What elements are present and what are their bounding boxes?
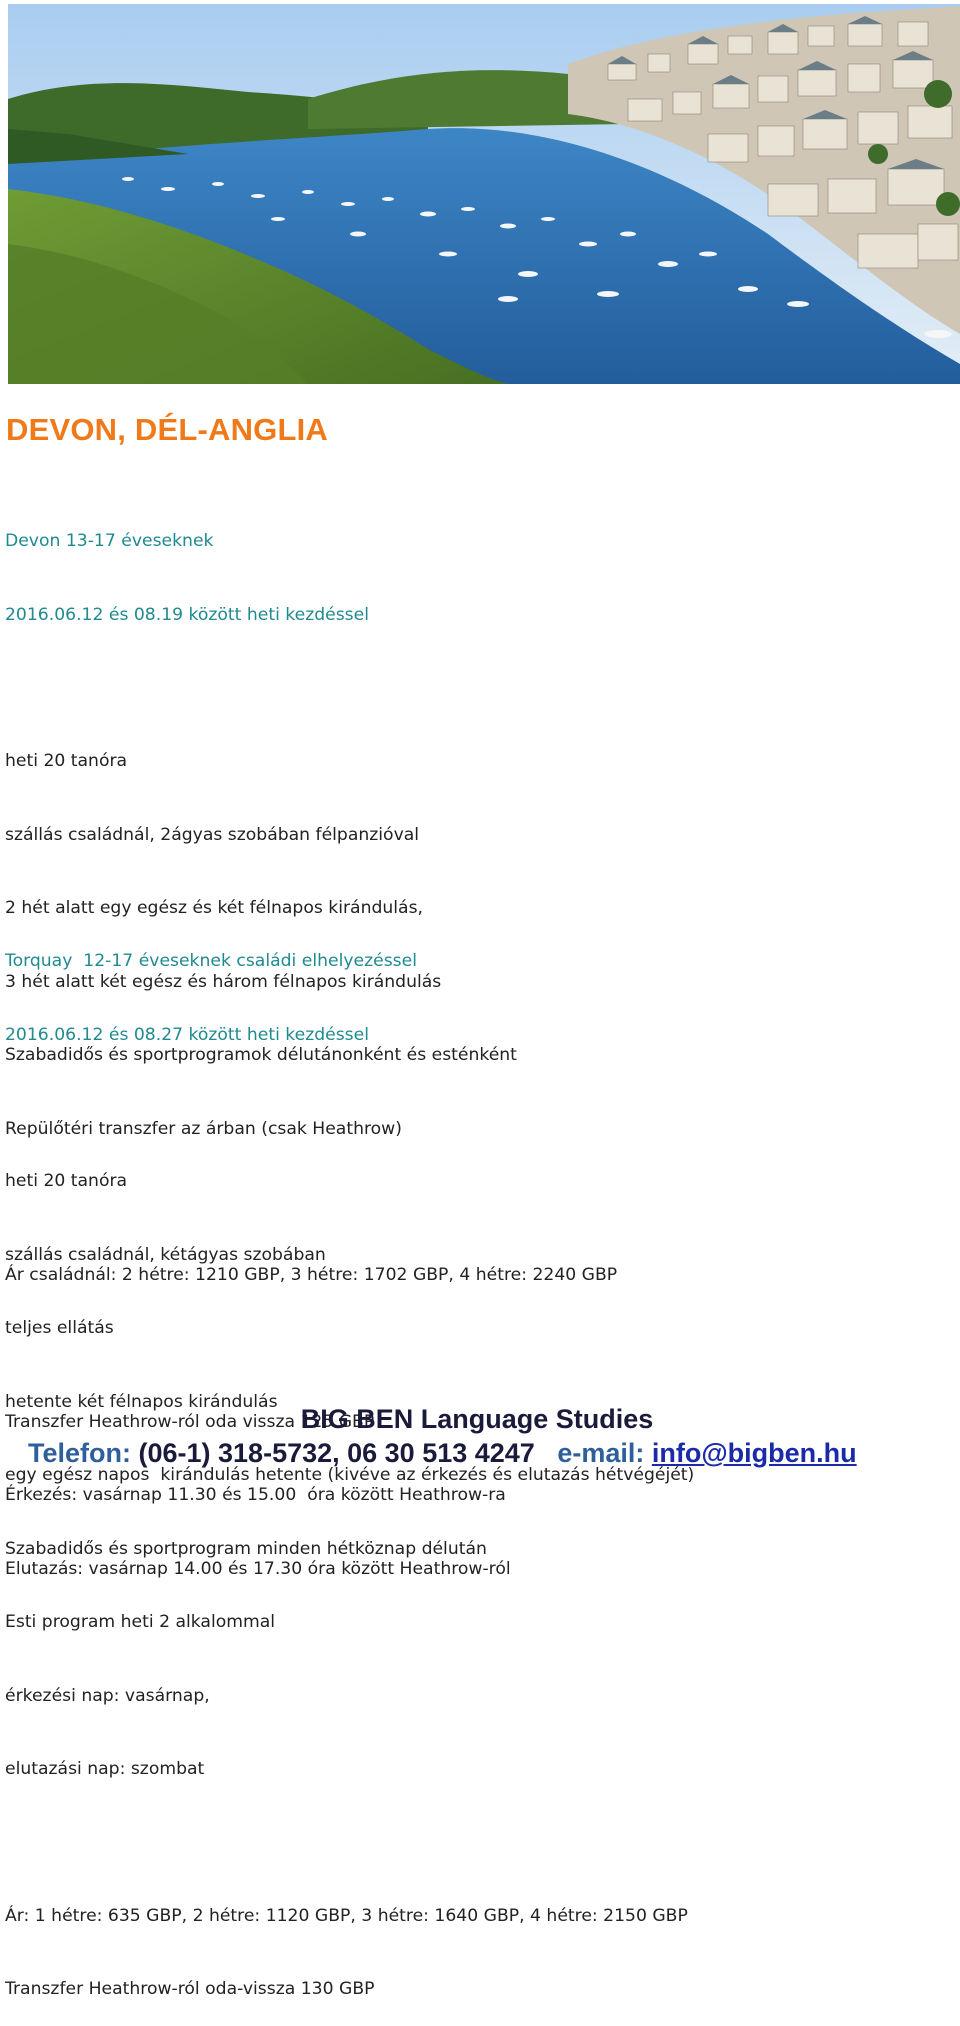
- email-link[interactable]: info@bigben.hu: [651, 1438, 857, 1468]
- email-label: e-mail:: [557, 1438, 652, 1468]
- torquay-item: szállás családnál, kétágyas szobában: [5, 1244, 326, 1265]
- devon-transfer: Transzfer Heathrow-ról oda vissza 125 GBP: [5, 1411, 375, 1432]
- torquay-item: egy egész napos kirándulás hetente (kivéve az érkezés és elutazás hétvégéjét): [5, 1465, 695, 1485]
- devon-item: szállás családnál, 2ágyas szobában félpanzióval: [5, 824, 420, 845]
- torquay-heading: Torquay 12-17 éveseknek családi elhelyezéssel: [5, 951, 417, 971]
- devon-item: Szabadidős és sportprogramok délutánonként és esténként: [5, 1045, 517, 1065]
- devon-item: 2 hét alatt egy egész és két félnapos kirándulás,: [5, 898, 423, 918]
- devon-heading: Devon 13-17 éveseknek: [5, 531, 214, 551]
- torquay-item: hetente két félnapos kirándulás: [5, 1391, 278, 1412]
- devon-item: 3 hét alatt két egész és három félnapos kirándulás: [5, 971, 442, 992]
- devon-departure: Elutazás: vasárnap 14.00 és 17.30 óra között Heathrow-ról: [5, 1558, 511, 1579]
- contact-line: [28, 1438, 857, 1469]
- torquay-item: elutazási nap: szombat: [5, 1759, 205, 1779]
- devon-price: Ár családnál: 2 hétre: 1210 GBP, 3 hétre: 1702 GBP, 4 hétre: 2240 GBP: [5, 1265, 618, 1285]
- torquay-item: heti 20 tanóra: [5, 1171, 128, 1191]
- torquay-item: Esti program heti 2 alkalommal: [5, 1612, 276, 1632]
- phone-numbers: (06-1) 318-5732, 06 30 513 4247: [131, 1438, 558, 1468]
- devon-item: heti 20 tanóra: [5, 751, 128, 771]
- torquay-item: érkezési nap: vasárnap,: [5, 1685, 210, 1706]
- company-name: BIG BEN Language Studies: [300, 1404, 654, 1434]
- devon-item: Repülőtéri transzfer az árban (csak Heathrow): [5, 1118, 402, 1139]
- harbour-photo: [8, 4, 960, 384]
- torquay-transfer: Transzfer Heathrow-ról oda-vissza 130 GBP: [5, 1979, 375, 1999]
- torquay-dates: 2016.06.12 és 08.27 között heti kezdéssel: [5, 1024, 369, 1045]
- phone-label: Telefon:: [28, 1438, 131, 1468]
- page-title: DEVON, DÉL-ANGLIA: [6, 412, 329, 447]
- torquay-price: Ár: 1 hétre: 635 GBP, 2 hétre: 1120 GBP, 3 hétre: 1640 GBP, 4 hétre: 2150 GBP: [5, 1905, 688, 1926]
- torquay-item: teljes ellátás: [5, 1318, 114, 1338]
- devon-arrival: Érkezés: vasárnap 11.30 és 15.00 óra között Heathrow-ra: [5, 1485, 506, 1505]
- devon-dates: 2016.06.12 és 08.19 között heti kezdéssel: [5, 604, 369, 625]
- torquay-item: Szabadidős és sportprogram minden hétköznap délután: [5, 1538, 487, 1559]
